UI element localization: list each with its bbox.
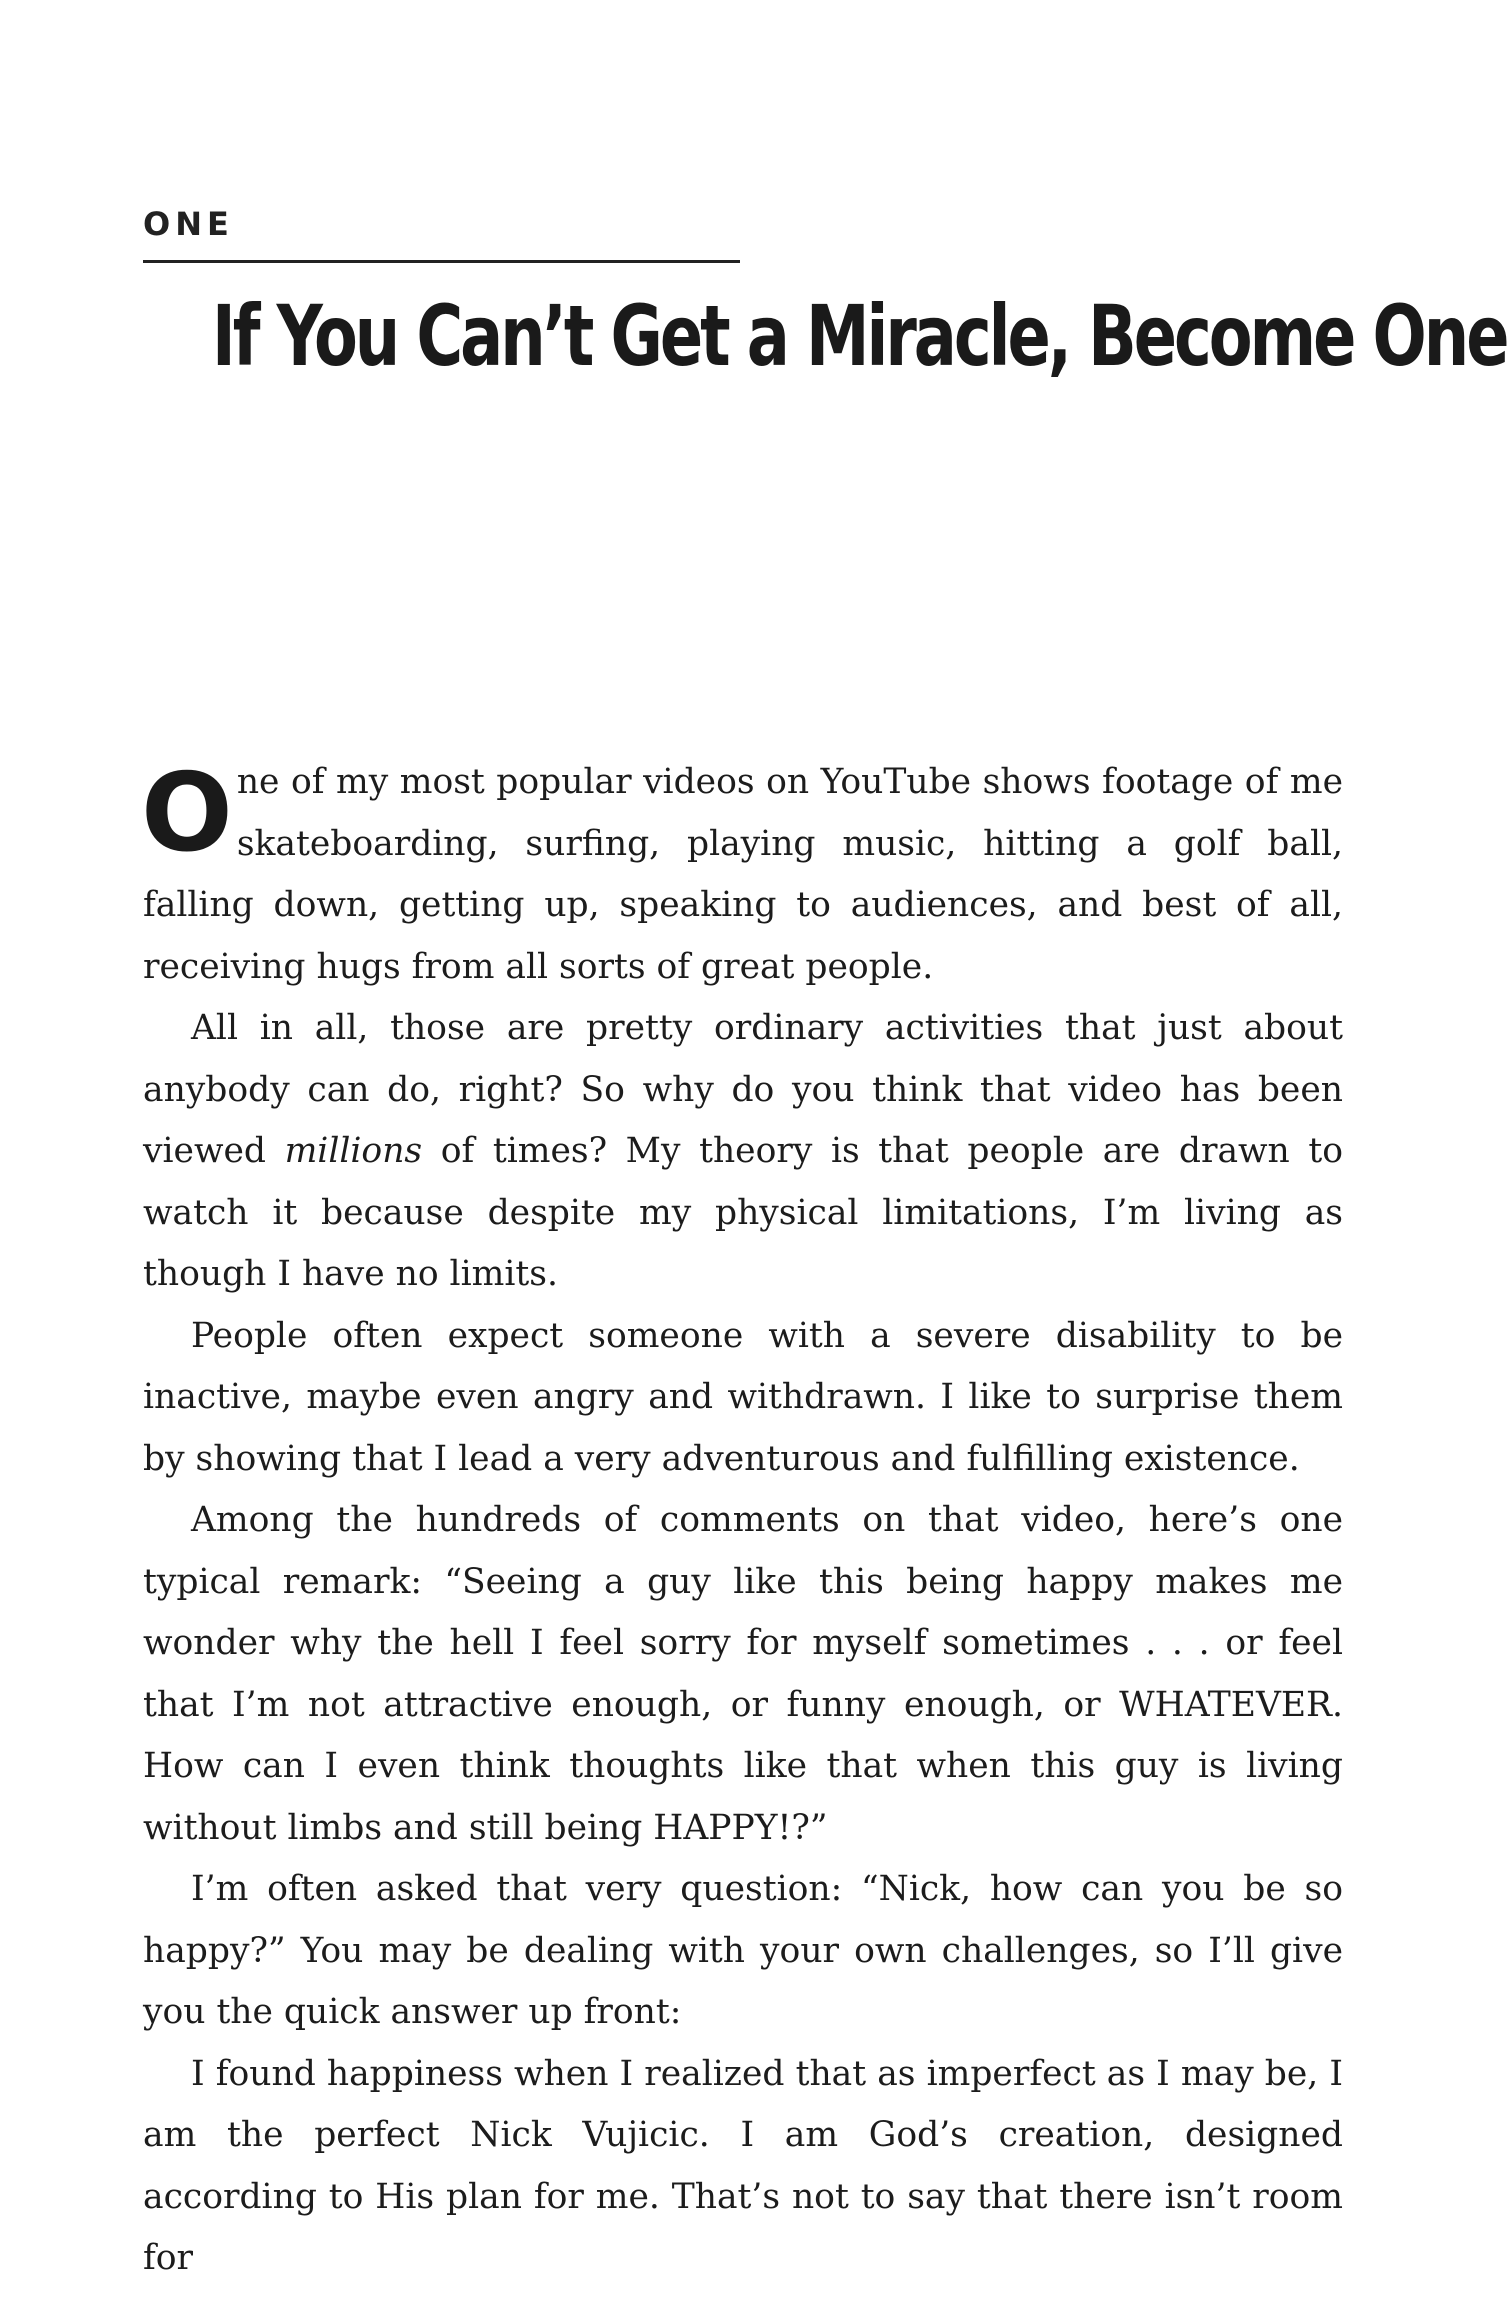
chapter-body bbox=[143, 752, 1343, 2290]
paragraph-3: People often expect someone with a severe disability to be inactive, maybe even angry and withdrawn. I like to surprise them by showing that I lead a very adventurous and fulfilling existence. bbox=[143, 1315, 1343, 1479]
paragraph-1 bbox=[143, 752, 1343, 998]
paragraph-4: Among the hundreds of comments on that video, here’s one typical remark: “Seeing a guy like this being happy makes me wonder why the hell I feel sorry for myself sometimes . . . or feel that I’m not attractive enough, or funny enough, or WHATEVER. How can I even think thoughts like that when this guy is living without limbs and still being HAPPY!?” bbox=[143, 1500, 1343, 1848]
paragraph-2 bbox=[143, 998, 1343, 1306]
paragraph-1-text: ne of my most popular videos on YouTube shows footage of me skateboarding, surfing, playing music, hitting a golf ball, falling down, getting up, speaking to audiences, and best of all, receiving hugs from all sorts of great people. bbox=[143, 762, 1343, 987]
paragraph-5: I’m often asked that very question: “Nick, how can you be so happy?” You may be dealing with your own challenges, so I’ll give you the quick answer up front: bbox=[143, 1869, 1343, 2032]
paragraph-2-after: of times? My theory is that people are drawn to watch it because despite my physical limitations, I’m living as though I have no limits. bbox=[143, 1131, 1343, 1294]
drop-cap: O bbox=[141, 751, 233, 876]
paragraph-2-emphasis: millions bbox=[284, 1131, 423, 1171]
paragraph-2-before: All in all, those are pretty ordinary activities that just about anybody can do, right? So why do you think that video has been viewed bbox=[143, 1008, 1343, 1171]
chapter-title: If You Can’t Get a Miracle, Become One bbox=[212, 287, 1507, 385]
chapter-label: ONE bbox=[143, 205, 234, 243]
chapter-rule bbox=[143, 260, 740, 263]
paragraph-6: I found happiness when I realized that as imperfect as I may be, I am the perfect Nick Vujicic. I am God’s creation, designed according to His plan for me. That’s not to say that there isn’t room for bbox=[143, 2053, 1343, 2278]
